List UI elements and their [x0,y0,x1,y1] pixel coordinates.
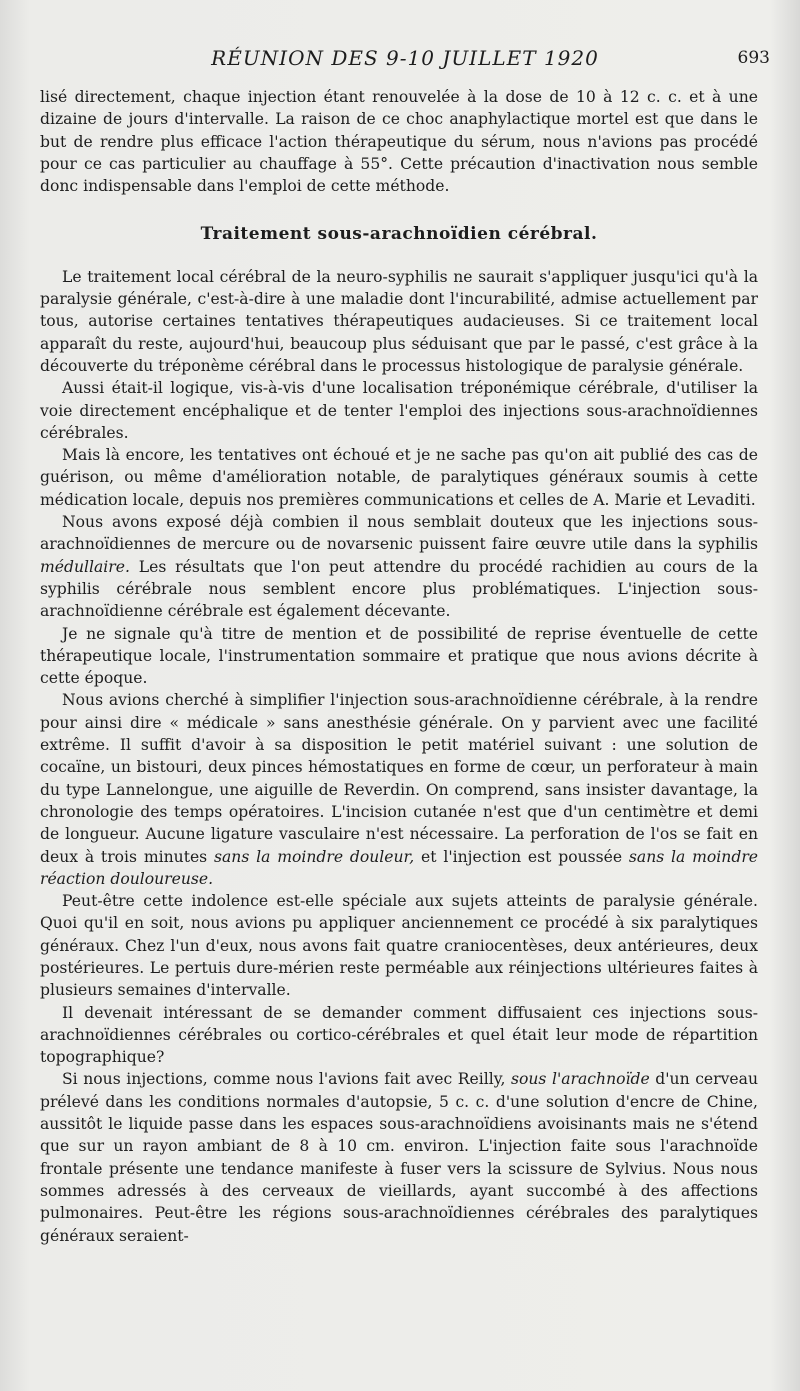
paragraph-intro: lisé directement, chaque injection étant renouvelée à la dose de 10 à 12 c. c. et à une dizaine de jours d'intervalle. La raison de ce choc anaphylactique mortel est que dans le but de rendre plus efficace l'action thérapeutique du sérum, nous n'avions pas procédé pour ce cas particulier au chauffage à 55°. Cette précaution d'inactivation nous semble donc indispensable dans l'emploi de cette méthode. [40,88,758,196]
paragraph-6 [40,689,758,890]
running-title: RÉUNION DES 9-10 JUILLET 1920 [211,46,599,70]
paragraph-6-emphasis-2: sans la moindre réaction douloureuse. [40,847,758,888]
paragraph-5: Je ne signale qu'à titre de mention et de possibilité de reprise éventuelle de cette thérapeutique locale, l'instrumentation sommaire et pratique que nous avions décrite à cette époque. [40,624,758,688]
paragraph-9-emphasis: sous l'arachnoïde [510,1070,650,1089]
page-number: 693 [737,48,770,68]
paragraph-6-emphasis-1: sans la moindre douleur, [214,847,415,866]
paragraph-6-text-b: et l'injection est poussée [414,847,629,866]
paragraph-6-text-a: Nous avions cherché à simplifier l'injection sous-arachnoïdienne cérébrale, à la rendre pour ainsi dire « médicale » sans anesthésie générale. On y parvient avec une facilité extrême. Il suffit d'avoir à sa disposition le petit matériel suivant : une solution de cocaïne, un bistouri, deux pinces hémostatiques en forme de cœur, un perforateur à main du type Lannelongue, une aiguille de Reverdin. On comprend, sans insister davantage, la chronologie des temps opératoires. L'incision cutanée n'est que d'un centimètre et demi de longueur. Aucune ligature vasculaire n'est nécessaire. La perforation de l'os se fait en deux à trois minutes [40,691,758,866]
page-header [40,46,770,74]
paragraph-9-text-b: d'un cerveau prélevé dans les conditions normales d'autopsie, 5 c. c. d'une solution d'encre de Chine, aussitôt le liquide passe dans les espaces sous-arachnoïdiens avoisinants mais ne s'étend que sur un rayon ambiant de 8 à 10 cm. environ. L'injection faite sous l'arachnoïde frontale présente une tendance manifeste à fuser vers la scissure de Sylvius. Nous nous sommes adressés à des cerveaux de vieillards, ayant succombé à des affections pulmonaires. Peut-être les régions sous-arachnoïdiennes cérébrales des paralytiques généraux seraient- [40,1070,758,1245]
paragraph-4-emphasis: médullaire. [40,557,130,576]
paragraph-4-text-a: Nous avons exposé déjà combien il nous semblait douteux que les injections sous-arachnoïdiennes de mercure ou de novarsenic puissent faire œuvre utile dans la syphilis [40,513,758,554]
paragraph-4-text-b: Les résultats que l'on peut attendre du procédé rachidien au cours de la syphilis cérébrale nous semblent encore plus problématiques. L'injection sous-arachnoïdienne cérébrale est également décevante. [40,557,758,621]
paragraph-8: Il devenait intéressant de se demander comment diffusaient ces injections sous-arachnoïdiennes cérébrales ou cortico-cérébrales et quel était leur mode de répartition topographique? [40,1003,758,1067]
section-title: Traitement sous-arachnoïdien cérébral. [200,224,598,245]
paragraph-2: Aussi était-il logique, vis-à-vis d'une localisation tréponémique cérébrale, d'utiliser la voie directement encéphalique et de tenter l'emploi des injections sous-arachnoïdiennes cérébrales. [40,379,758,442]
paragraph-7: Peut-être cette indolence est-elle spéciale aux sujets atteints de paralysie générale. Quoi qu'il en soit, nous avions pu appliquer anciennement ce procédé à six paralytiques généraux. Chez l'un d'eux, nous avons fait quatre craniocentèses, deux antérieures, deux postérieures. Le pertuis dure-mérien reste perméable aux réinjections ultérieures faites à plusieurs semaines d'intervalle. [40,892,758,1000]
body-text [40,86,758,1247]
paragraph-1: Le traitement local cérébral de la neuro-syphilis ne saurait s'appliquer jusqu'ici qu'à la paralysie générale, c'est-à-dire à une maladie dont l'incurabilité, admise actuellement par tous, autorise certaines tentatives thérapeutiques audacieuses. Si ce traitement local apparaît du reste, aujourd'hui, beaucoup plus séduisant que par le passé, c'est grâce à la découverte du tréponème cérébral dans le processus histologique de paralysie générale. [40,267,758,375]
paragraph-3: Mais là encore, les tentatives ont échoué et je ne sache pas qu'on ait publié des cas de guérison, ou même d'amélioration notable, de paralytiques généraux soumis à cette médication locale, depuis nos premières communications et celles de A. Marie et Levaditi. [40,446,758,509]
paragraph-9-text-a: Si nous injections, comme nous l'avions fait avec Reilly, [62,1070,511,1089]
paragraph-4 [40,511,758,622]
paragraph-9 [40,1068,758,1246]
